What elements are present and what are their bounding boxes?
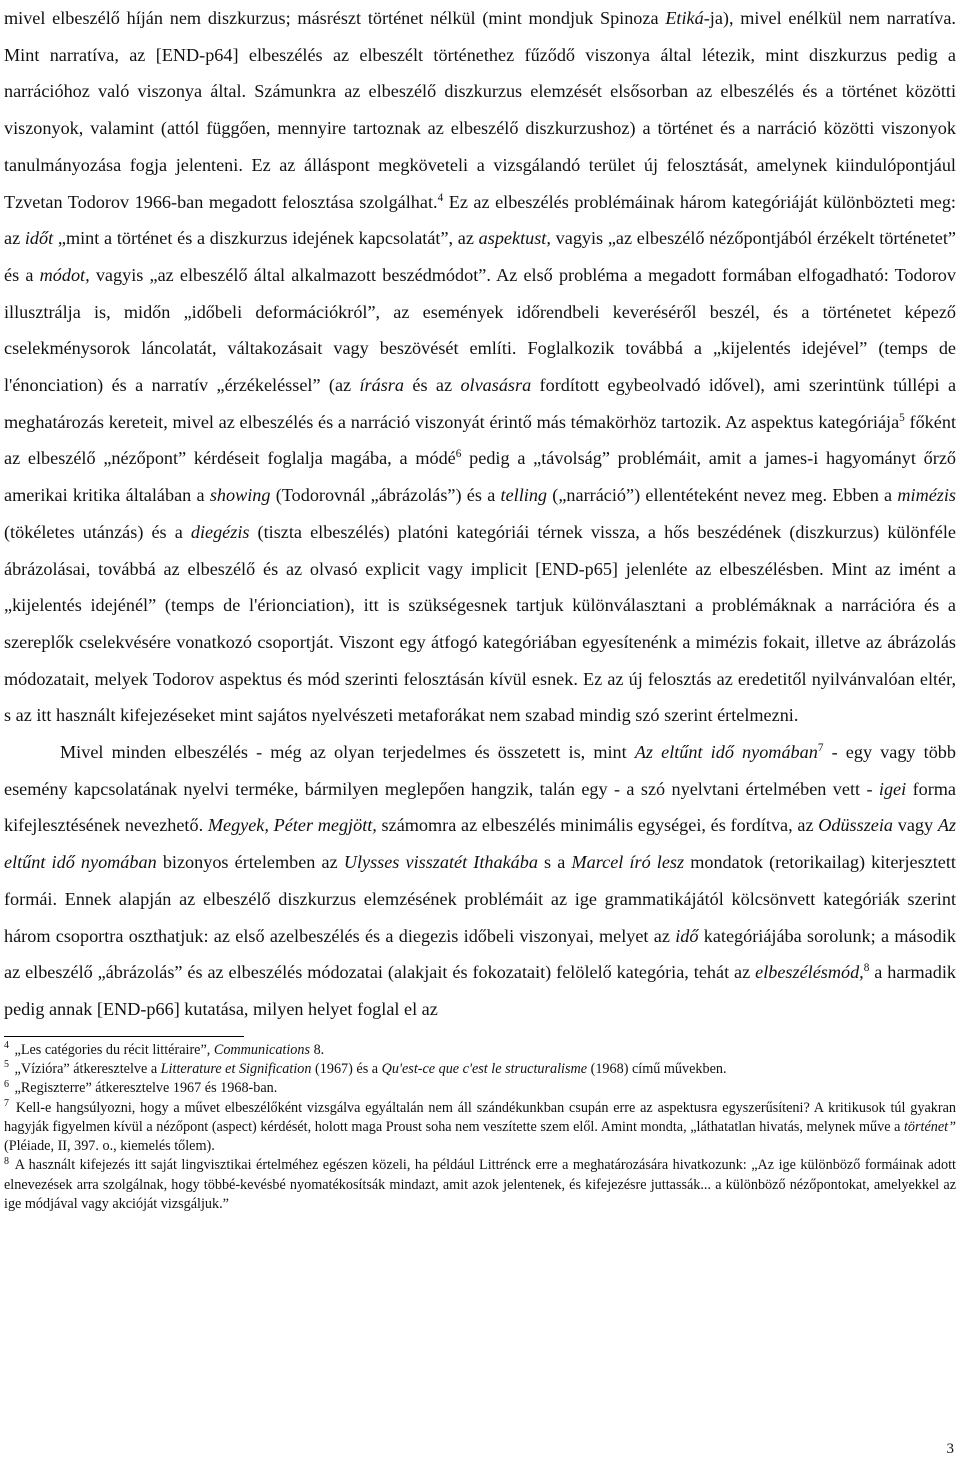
- text-run: s a: [537, 852, 572, 873]
- footnote-number: 5: [4, 1059, 9, 1071]
- italic-text: Qu'est-ce que c'est le structuralisme: [381, 1060, 588, 1077]
- footnote-5: [4, 1060, 956, 1079]
- text-run: számomra az elbeszélés minimális egységei, és fordítva, az: [376, 815, 819, 836]
- text-run: forma kifejlesztésének nevezhető.: [4, 778, 956, 836]
- footnotes: [4, 1041, 956, 1215]
- text-run: - egy vagy több esemény kapcsolatának nyelvi terméke, bármilyen meglepően hangzik, talán egy - a szó nyelvtani értelmében vett -: [4, 742, 956, 799]
- text-run: „Regiszterre” átkeresztelve 1967 és 1968-ban.: [11, 1080, 278, 1097]
- footnote-ref-8[interactable]: 8: [863, 962, 870, 975]
- italic-text: Az eltűnt idő nyomában: [4, 815, 956, 873]
- body-paragraph-2: [4, 734, 956, 1028]
- footnote-number: 4: [4, 1039, 9, 1051]
- italic-text: showing: [209, 485, 271, 506]
- text-run: 8.: [310, 1041, 325, 1058]
- footnote-8: [4, 1156, 956, 1214]
- text-run: fordított egybeolvadó idővel), ami szerintünk túllépi a meghatározás kereteit, mivel az elbeszélés és a narráció viszonyát érintő más témakörhöz tartozik. Az aspektus kategóriája: [4, 375, 957, 432]
- footnote-4: [4, 1041, 956, 1060]
- footnote-7: [4, 1099, 956, 1157]
- text-run: („narráció”) ellentéteként nevez meg. Ebben a: [547, 485, 898, 506]
- document-page: [4, 0, 956, 1214]
- text-run: kategóriájába sorolunk; a második az elbeszélő „ábrázolás” és az elbeszélés módozatai (alakjait és fokozatait) felölelő kategória, tehát az: [4, 925, 956, 983]
- italic-text: mimézis: [897, 485, 957, 506]
- italic-text: idő: [675, 925, 699, 946]
- footnote-number: 8: [4, 1155, 9, 1167]
- text-run: a harmadik pedig annak [END-p66] kutatása, milyen helyet foglal el az: [4, 962, 956, 1019]
- italic-text: igei: [878, 778, 907, 799]
- footnote-ref-5[interactable]: 5: [899, 411, 905, 424]
- text-run: -ja), mivel enélkül nem narratíva. Mint narratíva, az [END-p64] elbeszélés az elbeszélt történethez fűződő viszonya által létezik, mint diszkurzus pedig a narrációhoz való viszonya által. Számunkra az elbeszélő diszkurzus elemzését elsősorban az elbeszélés és a történet közötti viszonyok, valamint (attól függően, mennyire tartoznak az elbeszélő diszkurzushoz) a történet és a narráció közötti viszonyok tanulmányozása fogja jelenteni. Ez az álláspont megköveteli a vizsgálandó terület új felosztását, amelynek kiindulópontjául Tzvetan Todorov 1966-ban megadott felosztása szolgálhat.: [4, 8, 956, 212]
- text-run: vagyis „az elbeszélő nézőpontjából érzékelt történetet” és a: [4, 228, 956, 285]
- text-run: (tökéletes utánzás) és a: [4, 521, 191, 542]
- text-run: pedig a „távolság” problémáit, amit a james-i hagyományt őrző amerikai kritika általában a: [4, 448, 956, 506]
- text-run: „mint a történet és a diszkurzus idejének kapcsolatát”, az: [53, 228, 479, 249]
- italic-text: történet”: [903, 1118, 956, 1135]
- italic-text: módot,: [39, 264, 90, 285]
- text-run: vagy: [893, 815, 938, 836]
- footnote-number: 6: [4, 1078, 9, 1090]
- italic-text: Etiká: [665, 8, 704, 28]
- text-run: Mivel minden elbeszélés - még az olyan terjedelmes és összetett is, mint: [60, 742, 635, 763]
- text-run: (Todorovnál „ábrázolás”) és a: [270, 485, 501, 506]
- text-run: „Les catégories du récit littéraire”,: [11, 1041, 214, 1058]
- text-run: A használt kifejezés itt saját lingvisztikai értelméhez egészen közeli, ha például Littrénck erre a meghatározására hivatkozunk: „Az ige különböző formáinak adott elnevezések arra szolgálnak, hogy többé-kevésbé nyomatékosítsák mindazt, amit azok jelentenek, és kifejezésre juttassák... a különböző nézőpontokat, amelyekkel az ige módjával vagy akcióját vizsgáljuk.”: [4, 1157, 956, 1213]
- italic-text: Litterature et Signification: [160, 1060, 312, 1077]
- text-run: mondatok (retorikailag) kiterjesztett formái. Ennek alapján az elbeszélő diszkurzus elemzésének problémáit az ige grammatikájától kölcsönvett kategóriák szerint három csoportra oszthatjuk: az első azelbeszélés és a diegezis időbeli viszonyai, melyet az: [4, 852, 956, 946]
- body-paragraph-1: [4, 0, 956, 734]
- italic-text: olvasásra: [460, 375, 532, 396]
- italic-text: Ulysses visszatét Ithakába: [343, 852, 538, 873]
- footnote-ref-6[interactable]: 6: [455, 448, 462, 461]
- text-run: Kell-e hangsúlyozni, hogy a művet elbeszélőként vizsgálva egyáltalán nem áll szándékunkban csupán erre az aspektusra egyszerűsíteni? A kritikusok túl gyakran hagyják figyelmen kívül a nézőpont (aspect) kérdését, holott maga Proust soha nem veszítette szem elől. Amint mondta, „láthatatlan hivatás, melynek műve a: [4, 1099, 956, 1135]
- italic-text: Az eltűnt idő nyomában: [634, 742, 818, 763]
- italic-text: telling: [500, 485, 548, 506]
- footnote-number: 7: [4, 1097, 9, 1109]
- text-run: és az: [403, 375, 461, 396]
- page-number: 3: [946, 1441, 954, 1457]
- italic-text: elbeszélésmód,: [755, 962, 864, 983]
- text-run: (tiszta elbeszélés) platóni kategóriái térnek vissza, a hős beszédének (diszkurzus) különféle ábrázolásai, továbbá az elbeszélő és az olvasó explicit vagy implicit [END-p65] jelenléte az elbeszélésben. Mint az imént a „kijelentés idejénél” (temps de l'érionciation), itt is szükségesnek tartjuk különválasztani a problémáknak a narrációra és a szereplők cselekvésére vonatkozó csoportját. Viszont egy átfogó kategóriában egyesítenénk a mimézis fokait, illetve az ábrázolás módozatait, melyek Todorov aspektus és mód szerinti felosztásán kívül esnek. Ez az új felosztás az eredetitől nyilvánvalóan eltér, s az itt használt kifejezéseket mint sajátos nyelvészeti metaforákat nem szabad mindig szó szerint értelmezni.: [4, 521, 956, 726]
- text-run: mivel elbeszélő híján nem diszkurzus; másrészt történet nélkül (mint mondjuk Spinoza: [4, 8, 666, 28]
- footnote-6: [4, 1079, 956, 1098]
- text-run: vagyis „az elbeszélő által alkalmazott beszédmódot”. Az első probléma a megadott formában elfogadható: Todorov illusztrálja is, midőn „időbeli deformációkról”, az események időrendbeli keveréséről beszél, és a történetet képező cselekménysorok láncolatát, váltakozásait vagy beszövését említi. Foglalkozik továbbá a „kijelentés idejével” (temps de l'énonciation) és a narratív „érzékeléssel” (az: [4, 264, 956, 396]
- text-run: főként az elbeszélő „nézőpont” kérdéseit foglalja magába, a módé: [4, 411, 956, 469]
- text-run: (1968) című művekben.: [587, 1060, 727, 1077]
- text-run: (Pléiade, II, 397. o., kiemelés tőlem).: [4, 1138, 215, 1155]
- italic-text: Communications: [213, 1041, 311, 1058]
- italic-text: írásra: [359, 375, 404, 396]
- footnote-separator: [4, 1036, 244, 1037]
- italic-text: Odüsszeia: [818, 815, 894, 836]
- italic-text: aspektust,: [478, 228, 551, 249]
- text-run: „Vízióra” átkeresztelve a: [11, 1060, 161, 1077]
- text-run: (1967) és a: [311, 1060, 382, 1077]
- text-run: Ez az elbeszélés problémáinak három kategóriáját különbözteti meg: az: [4, 191, 956, 249]
- text-run: bizonyos értelemben az: [156, 852, 344, 873]
- italic-text: időt: [24, 228, 54, 249]
- italic-text: Megyek, Péter megjött,: [207, 815, 377, 836]
- footnote-ref-4[interactable]: 4: [437, 191, 444, 204]
- italic-text: diegézis: [190, 521, 250, 542]
- footnote-ref-7[interactable]: 7: [817, 742, 824, 754]
- italic-text: Marcel író lesz: [571, 852, 685, 873]
